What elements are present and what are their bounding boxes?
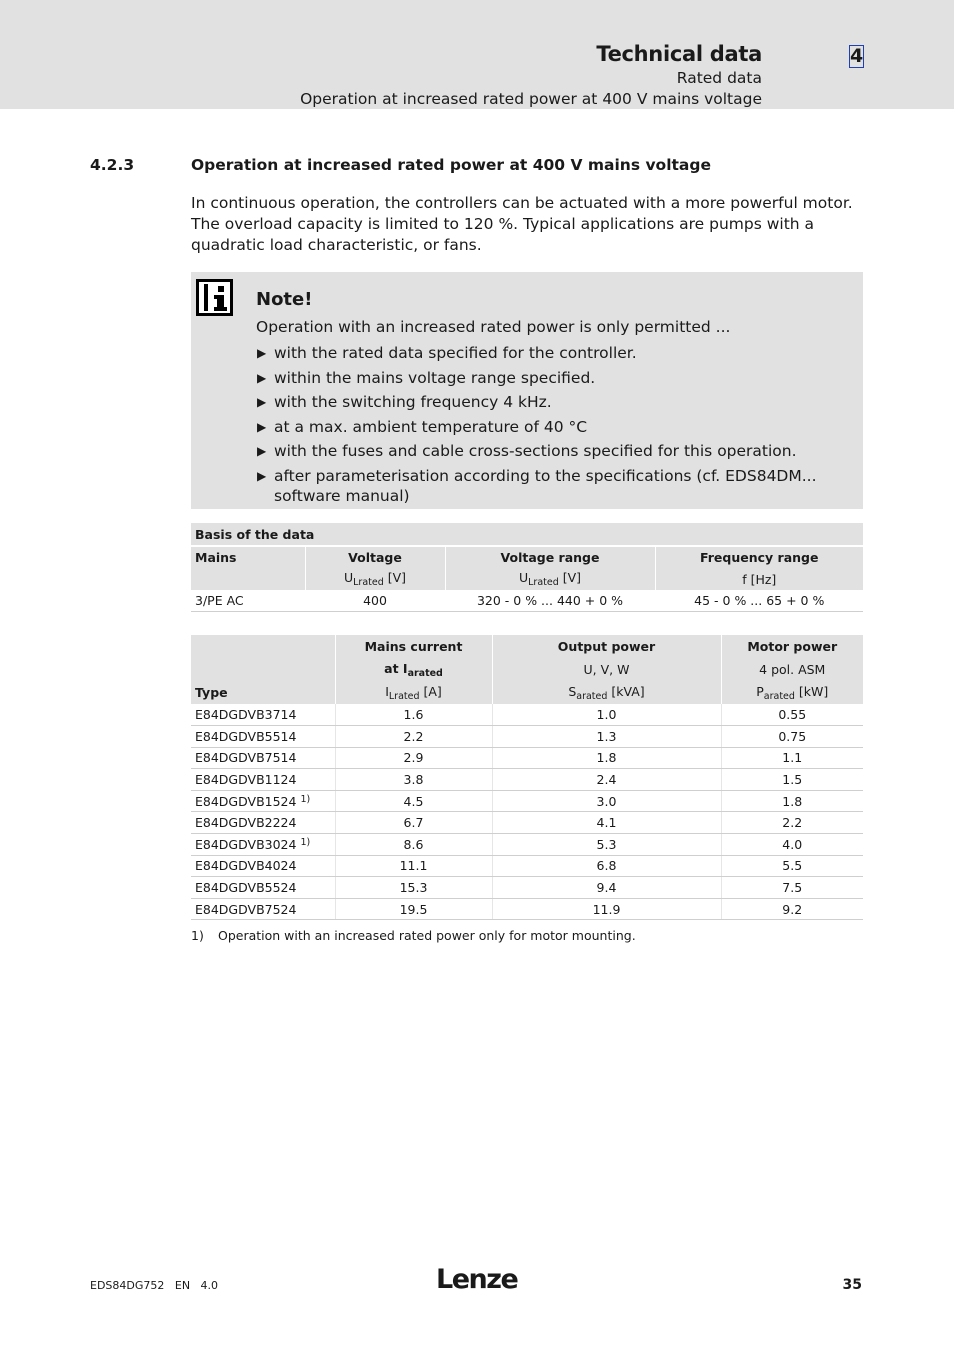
current-cell: 1.6 [335,704,492,726]
motor-cell: 4.0 [721,834,863,856]
output-cell: 4.1 [492,812,721,834]
table-row [191,790,863,812]
motor-cell: 5.5 [721,855,863,877]
type-cell: E84DGDVB7524 [191,898,335,920]
type-cell: E84DGDVB4024 [191,855,335,877]
table-row [191,726,863,748]
output-cell: 6.8 [492,855,721,877]
table-cell: 320 - 0 % ... 440 + 0 % [445,590,655,611]
unit-cell [191,568,305,590]
type-cell: E84DGDVB5524 [191,877,335,899]
current-cell: 8.6 [335,834,492,856]
unit-voltage: $U_{Lrated}$ [V] [305,568,445,590]
header-output-phases: U, V, W [492,658,721,681]
info-icon [196,279,233,316]
current-cell: 15.3 [335,877,492,899]
table-row [191,877,863,899]
type-cell: E84DGDVB3714 [191,704,335,726]
current-cell: 4.5 [335,790,492,812]
arrow-bullet-icon: ▶ [257,444,267,458]
basis-caption: Basis of the data [191,523,863,546]
current-cell: 19.5 [335,898,492,920]
footnote-ref: 1) [300,836,311,848]
table-row [191,812,863,834]
arrow-bullet-icon: ▶ [257,419,267,434]
note-box [191,272,863,509]
table-row [191,704,863,726]
document-id: EDS84DG752 EN 4.0 [90,1279,219,1292]
type-cell: E84DGDVB2224 [191,812,335,834]
page-number: 35 [842,1277,862,1293]
current-cell: 2.2 [335,726,492,748]
arrow-bullet-icon: ▶ [257,346,267,360]
footnote-mark: 1) [191,928,204,943]
motor-cell: 1.1 [721,747,863,769]
section-title: Operation at increased rated power at 400 V mains voltage [191,156,711,174]
type-cell: E84DGDVB1524 $^{1)}$ [191,790,335,812]
table-cell: 45 - 0 % ... 65 + 0 % [655,590,863,611]
header-motor-type: 4 pol. ASM [721,658,863,681]
table-row [191,769,863,791]
note-item: ▶ with the rated data specified for the controller. [257,344,637,362]
table-cell: 3/PE AC [191,590,305,611]
note-title: Note! [256,289,313,310]
motor-cell: 0.75 [721,726,863,748]
unit-frequency: f [Hz] [655,568,863,590]
header-subtitle: Rated data [676,69,762,87]
current-cell: 2.9 [335,747,492,769]
col-header-voltage: Voltage [305,546,445,568]
motor-cell: 2.2 [721,812,863,834]
output-cell: 11.9 [492,898,721,920]
note-lead: Operation with an increased rated power is only permitted ... [256,318,731,336]
table-row [191,747,863,769]
header-title: Technical data [596,42,762,66]
output-cell: 5.3 [492,834,721,856]
section-number: 4.2.3 [90,156,135,174]
motor-cell: 1.5 [721,769,863,791]
output-cell: 3.0 [492,790,721,812]
header-subsection: Operation at increased rated power at 400 V mains voltage [300,90,762,108]
unit-voltage-range: $U_{Lrated}$ [V] [445,568,655,590]
note-list [256,343,856,510]
table-row [191,898,863,920]
table-row [191,834,863,856]
table-cell: 400 [305,590,445,611]
footnote-ref: 1) [300,793,311,805]
arrow-bullet-icon: ▶ [257,370,267,385]
motor-cell: 7.5 [721,877,863,899]
type-cell: E84DGDVB5514 [191,726,335,748]
col-header-mains: Mains [191,546,305,568]
header-current-condition: at $I_{arated}$ [335,658,492,681]
arrow-bullet-icon: ▶ [257,468,267,483]
unit-current: $I_{Lrated}$ [A] [335,681,492,704]
type-cell: E84DGDVB1124 [191,769,335,791]
note-item: ▶ with the fuses and cable cross-sections specified for this operation. [257,442,797,460]
output-cell: 2.4 [492,769,721,791]
output-cell: 1.3 [492,726,721,748]
arrow-bullet-icon: ▶ [257,395,267,409]
type-cell: E84DGDVB3024 $^{1)}$ [191,834,335,856]
col-header-voltage-range: Voltage range [445,546,655,568]
chapter-link[interactable]: 4 [850,45,864,67]
col-header-type: Type [191,681,335,704]
basis-table [191,523,863,612]
type-cell: E84DGDVB7514 [191,747,335,769]
current-cell: 11.1 [335,855,492,877]
col-header-mains-current: Mains current [335,635,492,658]
unit-output: $S_{arated}$ [kVA] [492,681,721,704]
note-item: ▶ with the switching frequency 4 kHz. [257,393,552,411]
lenze-logo: Lenze [436,1264,518,1295]
col-header-output-power: Output power [492,635,721,658]
output-cell: 1.8 [492,747,721,769]
motor-cell: 1.8 [721,790,863,812]
note-item: ▶ after parameterisation according to the specifications (cf. EDS84DM... software manual) [257,466,817,505]
motor-cell: 0.55 [721,704,863,726]
table-row [191,855,863,877]
intro-paragraph: In continuous operation, the controllers can be actuated with a more powerful motor. The overload capacity is limited to 120 %. Typical applications are pumps with a quadratic load characteristic, or fans. [191,194,853,254]
col-header-motor-power: Motor power [721,635,863,658]
note-item: ▶ within the mains voltage range specified. [257,368,596,387]
output-cell: 9.4 [492,877,721,899]
footnote-text: Operation with an increased rated power only for motor mounting. [218,928,636,943]
unit-motor: $P_{arated}$ [kW] [721,681,863,704]
rating-table-body [191,704,863,920]
col-header-frequency-range: Frequency range [655,546,863,568]
output-cell: 1.0 [492,704,721,726]
current-cell: 6.7 [335,812,492,834]
rating-table [191,635,863,920]
note-item: ▶ at a max. ambient temperature of 40 °C [257,417,588,436]
motor-cell: 9.2 [721,898,863,920]
current-cell: 3.8 [335,769,492,791]
